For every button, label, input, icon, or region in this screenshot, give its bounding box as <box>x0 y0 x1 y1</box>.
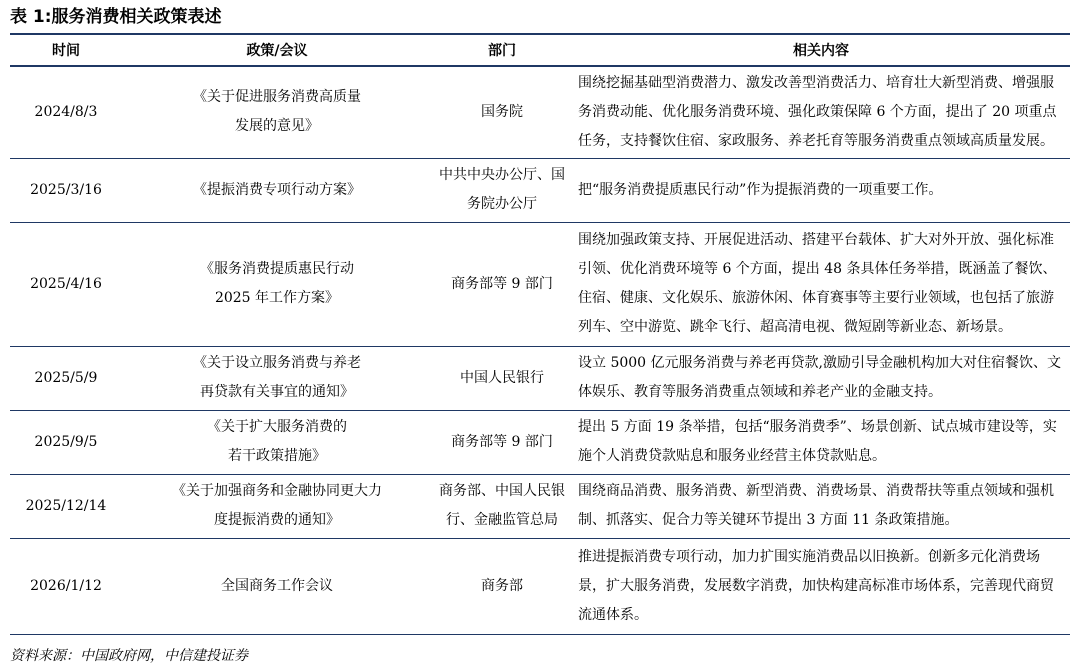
cell-department: 中国人民银行 <box>432 346 572 410</box>
header-policy: 政策/会议 <box>122 34 432 66</box>
cell-date: 2025/4/16 <box>10 222 122 346</box>
cell-department: 商务部、中国人民银行、金融监管总局 <box>432 474 572 538</box>
table-row <box>10 222 1070 346</box>
cell-policy: 《关于扩大服务消费的若干政策措施》 <box>122 410 432 474</box>
cell-content: 围绕商品消费、服务消费、新型消费、消费场景、消费帮扶等重点领域和强机制、抓落实、促合力等关键环节提出 3 方面 11 条政策措施。 <box>572 474 1070 538</box>
table-header-row <box>10 34 1070 66</box>
cell-date: 2025/12/14 <box>10 474 122 538</box>
cell-policy: 《服务消费提质惠民行动 2025 年工作方案》 <box>122 222 432 346</box>
cell-policy: 《关于设立服务消费与养老再贷款有关事宜的通知》 <box>122 346 432 410</box>
cell-department: 商务部等 9 部门 <box>432 222 572 346</box>
cell-content: 围绕挖掘基础型消费潜力、激发改善型消费活力、培育壮大新型消费、增强服务消费动能、优化服务消费环境、强化政策保障 6 个方面，提出了 20 项重点任务，支持餐饮住宿、家政服务、养老托育等服务消费重点领域高质量发展。 <box>572 66 1070 158</box>
cell-content: 设立 5000 亿元服务消费与养老再贷款,激励引导金融机构加大对住宿餐饮、文体娱乐、教育等服务消费重点领域和养老产业的金融支持。 <box>572 346 1070 410</box>
cell-date: 2025/3/16 <box>10 158 122 222</box>
cell-department: 中共中央办公厅、国务院办公厅 <box>432 158 572 222</box>
cell-department: 商务部 <box>432 538 572 634</box>
cell-date: 2025/9/5 <box>10 410 122 474</box>
header-department: 部门 <box>432 34 572 66</box>
table-row <box>10 474 1070 538</box>
table-row <box>10 538 1070 634</box>
source-note: 资料来源：中国政府网，中信建投证券 <box>10 648 248 664</box>
cell-policy: 《提振消费专项行动方案》 <box>122 158 432 222</box>
header-content: 相关内容 <box>572 34 1070 66</box>
cell-department: 商务部等 9 部门 <box>432 410 572 474</box>
cell-content: 围绕加强政策支持、开展促进活动、搭建平台载体、扩大对外开放、强化标准引领、优化消费环境等 6 个方面，提出 48 条具体任务举措，既涵盖了餐饮、住宿、健康、文化娱乐、旅游休闲、体育赛事等主要行业领域，也包括了旅游列车、空中游览、跳伞飞行、超高清电视、微短剧等新业态、新场景。 <box>572 222 1070 346</box>
cell-department: 国务院 <box>432 66 572 158</box>
cell-date: 2026/1/12 <box>10 538 122 634</box>
table-row <box>10 346 1070 410</box>
cell-content: 提出 5 方面 19 条举措，包括“服务消费季”、场景创新、试点城市建设等，实施个人消费贷款贴息和服务业经营主体贷款贴息。 <box>572 410 1070 474</box>
cell-policy: 《关于加强商务和金融协同更大力度提振消费的通知》 <box>122 474 432 538</box>
cell-content: 把“服务消费提质惠民行动”作为提振消费的一项重要工作。 <box>572 158 1070 222</box>
cell-policy: 《关于促进服务消费高质量发展的意见》 <box>122 66 432 158</box>
table-row <box>10 158 1070 222</box>
cell-content: 推进提振消费专项行动，加力扩围实施消费品以旧换新。创新多元化消费场景，扩大服务消费，发展数字消费，加快构建高标准市场体系，完善现代商贸流通体系。 <box>572 538 1070 634</box>
policy-table <box>10 33 1070 635</box>
table-title: 表 1:服务消费相关政策表述 <box>10 7 222 27</box>
cell-policy: 全国商务工作会议 <box>122 538 432 634</box>
cell-date: 2024/8/3 <box>10 66 122 158</box>
cell-date: 2025/5/9 <box>10 346 122 410</box>
header-date: 时间 <box>10 34 122 66</box>
table-row <box>10 66 1070 158</box>
table-row <box>10 410 1070 474</box>
